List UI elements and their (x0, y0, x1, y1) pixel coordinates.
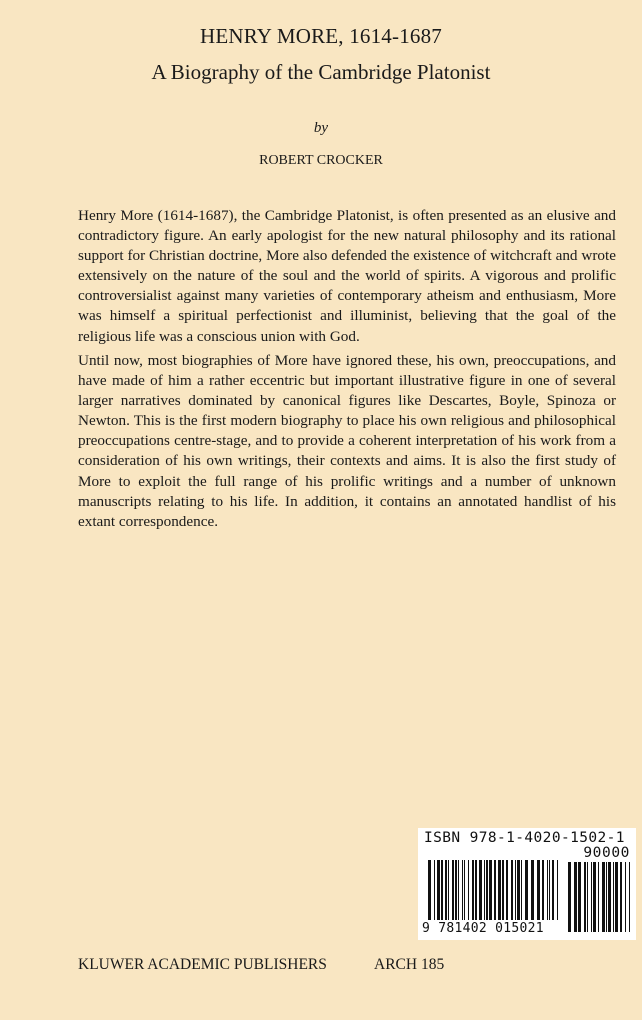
barcode-bar (613, 862, 614, 932)
barcode-bar (441, 860, 443, 920)
barcode-bar (484, 860, 485, 920)
barcode-bar (437, 860, 440, 920)
barcode-bar (591, 862, 592, 932)
book-subtitle: A Biography of the Cambridge Platonist (151, 60, 491, 84)
barcode-bar (452, 860, 454, 920)
barcode-bar (542, 860, 544, 920)
by-label: by (313, 120, 329, 136)
barcode-bar (494, 860, 496, 920)
ean-digits: 9 781402 015021 (422, 921, 544, 936)
barcode-bar (574, 862, 577, 932)
barcode-bar (479, 860, 482, 920)
barcode-bar (549, 860, 550, 920)
isbn-text: ISBN 978-1-4020-1502-1 (424, 830, 625, 846)
barcode-bar (625, 862, 626, 932)
barcode-bar (557, 860, 558, 920)
barcode-bar (578, 862, 581, 932)
barcode-bar (584, 862, 586, 932)
barcode-bar (517, 860, 520, 920)
barcode-bar (511, 860, 513, 920)
publisher-name: KLUWER ACADEMIC PUBLISHERS (78, 956, 327, 973)
barcode-bar (475, 860, 477, 920)
barcode-bar (598, 862, 599, 932)
isbn-barcode (418, 828, 636, 940)
barcode-bar (587, 862, 588, 932)
barcode-bar (468, 860, 469, 920)
barcode-bar (434, 860, 435, 920)
barcode-bar (552, 860, 554, 920)
barcode-bar (498, 860, 501, 920)
barcode-bar (462, 860, 463, 920)
barcode-bar (608, 862, 611, 932)
barcode-bar (629, 862, 630, 932)
author-name: ROBERT CROCKER (259, 153, 383, 168)
description-paragraph-2: Until now, most biographies of More have ignored these, his own, preoccupations, and have made of him a rather eccentric but important illustrative figure in one of several larger narratives dominated by canonical figures like Descartes, Boyle, Spinoza or Newton. This is the first modern biography to place his own religious and philosophical preoccupations centre-stage, and to provide a coherent interpretation of his work from a consideration of his own writings, their contexts and aims. It is also the first study of More to exploit the full range of his prolific writings and a number of unknown manuscripts relating to his life. In addition, it contains an annotated handlist of his extant correspondence. (78, 352, 616, 530)
barcode-bar (593, 862, 596, 932)
barcode-bar (568, 862, 571, 932)
barcode-bar (489, 860, 492, 920)
book-title: HENRY MORE, 1614-1687 (199, 24, 442, 48)
series-code: ARCH 185 (374, 956, 445, 973)
barcode-bar (464, 860, 465, 920)
barcode-bar (472, 860, 474, 920)
barcode-bar (537, 860, 540, 920)
barcode-bar (615, 862, 618, 932)
barcode-bar (448, 860, 449, 920)
barcode-bar (502, 860, 504, 920)
barcode-bar (531, 860, 534, 920)
barcode-bar (428, 860, 431, 920)
barcode-bar (602, 862, 605, 932)
description-paragraph-1: Henry More (1614-1687), the Cambridge Platonist, is often presented as an elusive and contradictory figure. An early apologist for the new natural philosophy and its rational support for Christian doctrine, More also defended the existence of witchcraft and wrote extensively on the nature of the soul and the world of spirits. A vigorous and prolific controversialist against many varieties of contemporary atheism and enthusiasm, More was himself a spiritual perfectionist and illuminist, believing that the goal of the religious life was a conscious union with God. (78, 207, 616, 345)
barcode-bar (525, 860, 528, 920)
barcode-bar (521, 860, 522, 920)
barcode-bar (445, 860, 447, 920)
barcode-bar (606, 862, 607, 932)
barcode-bar (486, 860, 488, 920)
barcode-bar (515, 860, 516, 920)
barcode-bar (506, 860, 508, 920)
barcode-bar (455, 860, 457, 920)
price-code-text: 90000 (583, 845, 630, 861)
barcode-bar (458, 860, 459, 920)
barcode-bar (547, 860, 548, 920)
barcode-bar (620, 862, 622, 932)
